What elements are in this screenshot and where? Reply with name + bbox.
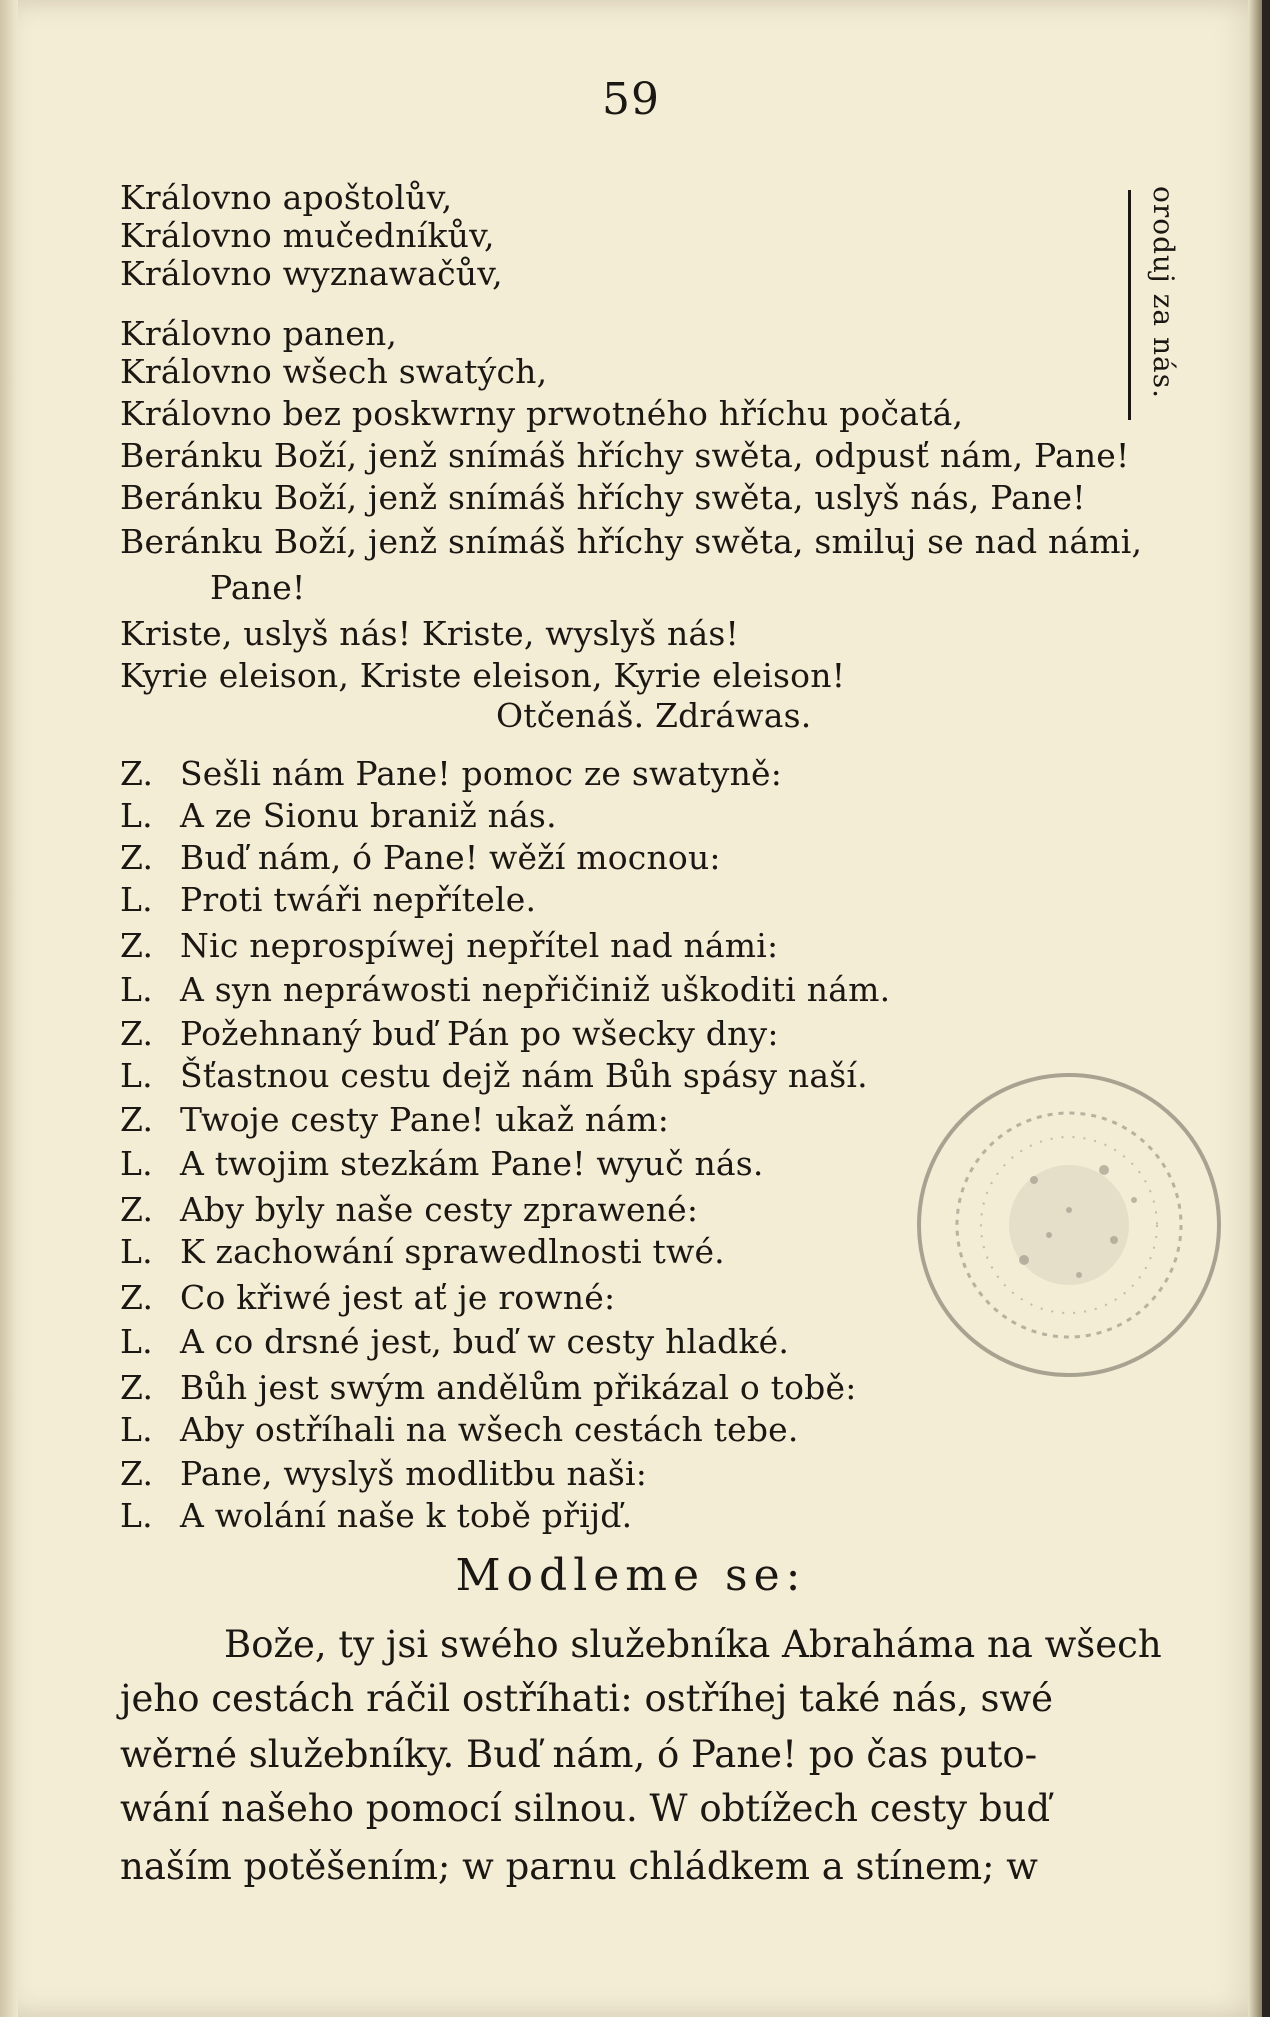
litany-line: Královno bez poskwrny prwotného hříchu počatá,: [120, 394, 964, 433]
versicle-label: Z.: [120, 1278, 154, 1317]
litany-line: Beránku Boží, jenž snímáš hříchy swěta, smiluj se nad námi,: [120, 522, 1143, 561]
versicle-text: Sešli nám Pane! pomoc ze swatyně:: [180, 754, 783, 793]
versicle-text: Požehnaný buď Pán po wšecky dny:: [180, 1014, 779, 1053]
versicle-label: L.: [120, 1056, 153, 1095]
versicle-line: [120, 1232, 725, 1272]
litany-line: Královno wyznawačův,: [120, 254, 503, 293]
versicle-label: L.: [120, 970, 153, 1009]
versicle-line: [120, 1144, 764, 1184]
versicle-text: Pane, wyslyš modlitbu naši:: [180, 1454, 648, 1493]
versicle-text: Aby ostříhali na wšech cestách tebe.: [180, 1410, 799, 1449]
versicle-label: Z.: [120, 1100, 154, 1139]
versicle-line: [120, 796, 557, 836]
versicle-line: [120, 1014, 779, 1054]
versicle-label: L.: [120, 1410, 153, 1449]
versicle-text: A ze Sionu braniž nás.: [180, 796, 557, 835]
versicle-line: [120, 1368, 857, 1408]
litany-line: Královno wšech swatých,: [120, 352, 548, 391]
versicle-label: Z.: [120, 1368, 154, 1407]
versicle-text: A twojim stezkám Pane! wyuč nás.: [180, 1144, 764, 1183]
versicle-label: L.: [120, 1232, 153, 1271]
bracket-line: [1128, 190, 1131, 420]
versicle-label: Z.: [120, 1454, 154, 1493]
versicle-text: Buď nám, ó Pane! wěží mocnou:: [180, 838, 721, 877]
versicle-label: Z.: [120, 838, 154, 877]
versicle-text: A syn nepráwosti nepřičiniž uškoditi nám.: [180, 970, 891, 1009]
paragraph-line: wěrné služebníky. Buď nám, ó Pane! po čas puto-: [120, 1733, 1038, 1776]
litany-line: Královno panen,: [120, 314, 398, 353]
versicle-label: Z.: [120, 1190, 154, 1229]
versicle-label: L.: [120, 1322, 153, 1361]
page-gutter: [0, 0, 18, 2017]
versicle-line: [120, 1056, 868, 1096]
versicle-line: [120, 1322, 789, 1362]
versicle-label: L.: [120, 1496, 153, 1535]
page-number: 59: [602, 74, 660, 125]
versicle-text: Nic neprospíwej nepřítel nad námi:: [180, 926, 779, 965]
litany-line: Královno mučedníkův,: [120, 216, 495, 255]
versicle-text: Aby byly naše cesty zprawené:: [180, 1190, 699, 1229]
versicle-text: Twoje cesty Pane! ukaž nám:: [180, 1100, 670, 1139]
versicle-text: A co drsné jest, buď w cesty hladké.: [180, 1322, 790, 1361]
versicle-line: [120, 838, 721, 878]
paragraph-line: jeho cestách ráčil ostříhati: ostříhej také nás, swé: [120, 1677, 1054, 1720]
library-stamp: [904, 1060, 1234, 1390]
versicle-line: [120, 970, 890, 1010]
versicle-text: K zachowání sprawedlnosti twé.: [180, 1232, 725, 1271]
versicle-text: Šťastnou cestu dejž nám Bůh spásy naší.: [180, 1056, 868, 1095]
versicle-label: L.: [120, 880, 153, 919]
versicle-line: [120, 880, 536, 920]
page-edge: [1248, 0, 1262, 2017]
litany-line: Pane!: [210, 568, 306, 607]
side-note: oroduj za nás.: [1147, 186, 1180, 399]
litany-line: Kriste, uslyš nás! Kriste, wyslyš nás!: [120, 614, 739, 653]
paragraph-line: wání našeho pomocí silnou. W obtížech cesty buď: [120, 1787, 1051, 1830]
versicle-label: Z.: [120, 926, 154, 965]
versicle-line: [120, 1496, 632, 1536]
versicle-line: [120, 926, 778, 966]
versicle-line: [120, 754, 782, 794]
litany-line: Beránku Boží, jenž snímáš hříchy swěta, odpusť nám, Pane!: [120, 436, 1130, 475]
versicle-label: L.: [120, 1144, 153, 1183]
versicle-line: [120, 1190, 698, 1230]
versicle-text: Bůh jest swým andělům přikázal o tobě:: [180, 1368, 857, 1407]
versicle-line: [120, 1454, 647, 1494]
litany-line: Beránku Boží, jenž snímáš hříchy swěta, uslyš nás, Pane!: [120, 478, 1086, 517]
versicle-line: [120, 1278, 615, 1318]
prayers-line: Otčenáš. Zdráwas.: [496, 696, 812, 735]
versicle-label: Z.: [120, 1014, 154, 1053]
section-heading: Modleme se:: [455, 1550, 807, 1601]
paragraph-line: naším potěšením; w parnu chládkem a stínem; w: [120, 1845, 1038, 1888]
versicle-text: A wolání naše k tobě přijď.: [180, 1496, 633, 1535]
versicle-text: Proti twáři nepřítele.: [180, 880, 537, 919]
versicle-label: L.: [120, 796, 153, 835]
litany-line: Královno apoštolův,: [120, 178, 453, 217]
versicle-text: Co křiwé jest ať je rowné:: [180, 1278, 616, 1317]
litany-line: Kyrie eleison, Kriste eleison, Kyrie eleison!: [120, 656, 846, 695]
versicle-label: Z.: [120, 754, 154, 793]
versicle-line: [120, 1100, 669, 1140]
paragraph-line: Bože, ty jsi swého služebníka Abraháma na wšech: [224, 1623, 1162, 1666]
versicle-line: [120, 1410, 799, 1450]
